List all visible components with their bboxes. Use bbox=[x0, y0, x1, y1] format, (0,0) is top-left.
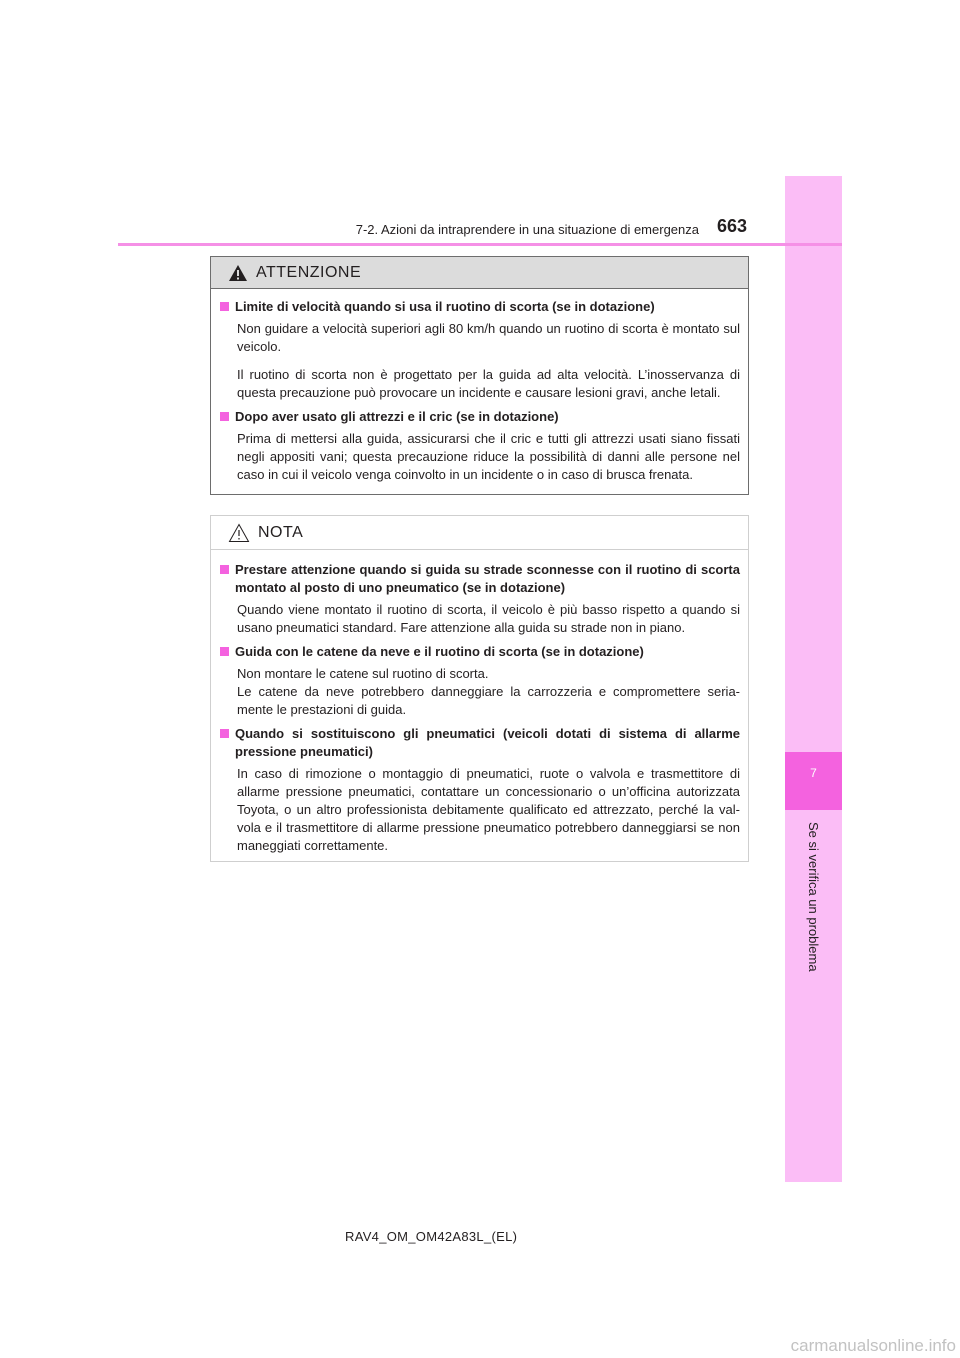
chapter-title: Se si verifica un problema bbox=[806, 822, 821, 972]
warning-box bbox=[210, 256, 749, 495]
note-box bbox=[210, 515, 749, 862]
chapter-tab-marker bbox=[785, 752, 842, 810]
note-item-title: Guida con le catene da neve e il ruotino di scorta (se in dotazione) bbox=[219, 643, 740, 661]
note-title: NOTA bbox=[258, 523, 304, 541]
note-paragraph: In caso di rimozione o montaggio di pneumatici, ruote o valvola e trasmettitore di allarme pressione pneumatici, contattare un concessionario o un’officina autorizzata Toyota, o un altro professionista debitamente qualificato ed attrezzato, perché la val-vola e il trasmettitore di allarme pressione pneumatico potrebbero danneggiarsi se non maneggiati correttamente. bbox=[237, 766, 740, 853]
warning-paragraph: Non guidare a velocità superiori agli 80 km/h quando un ruotino di scorta è montato sul veicolo. bbox=[237, 321, 740, 354]
watermark: carmanualsonline.info bbox=[790, 1336, 956, 1355]
chapter-number: 7 bbox=[810, 766, 817, 780]
header-rule bbox=[118, 243, 842, 246]
warning-title: ATTENZIONE bbox=[256, 263, 362, 281]
bullet-square-icon bbox=[220, 412, 229, 421]
note-header bbox=[211, 516, 748, 550]
chapter-title-vertical bbox=[785, 822, 842, 982]
section-title: 7-2. Azioni da intraprendere in una situazione di emergenza bbox=[355, 222, 699, 237]
note-item-title: Quando si sostituiscono gli pneumatici (veicoli dotati di sistema di allarme pressione pneumatici) bbox=[219, 725, 740, 761]
bullet-square-icon bbox=[220, 729, 229, 738]
note-paragraph: Quando viene montato il ruotino di scorta, il veicolo è più basso rispetto a quando si usano pneumatici standard. Fare attenzione alla guida su strade non in piano. bbox=[237, 602, 740, 635]
note-paragraph: Le catene da neve potrebbero danneggiare la carrozzeria e compromettere seria-mente le prestazioni di guida. bbox=[237, 684, 740, 717]
document-code: RAV4_OM_OM42A83L_(EL) bbox=[345, 1229, 518, 1244]
note-body bbox=[211, 550, 748, 855]
note-paragraph: Non montare le catene sul ruotino di scorta. bbox=[237, 666, 489, 681]
bullet-square-icon bbox=[220, 647, 229, 656]
note-item-title: Prestare attenzione quando si guida su strade sconnesse con il ruotino di scorta montato al posto di uno pneumatico (se in dotazione) bbox=[219, 561, 740, 597]
warning-body bbox=[211, 289, 748, 484]
page-number: 663 bbox=[717, 216, 748, 236]
warning-header bbox=[211, 257, 748, 289]
warning-paragraph: Prima di mettersi alla guida, assicurarsi che il cric e tutti gli attrezzi usati siano fissati negli appositi vani; questa precauzione riduce la possibilità di danni alle persone nel caso in cui il veicolo venga coinvolto in un incidente o in caso di brusca frenata. bbox=[237, 431, 740, 482]
warning-paragraph: Il ruotino di scorta non è progettato per la guida ad alta velocità. L’inosservanza di questa precauzione può provocare un incidente e causare lesioni gravi, anche letali. bbox=[237, 367, 740, 400]
warning-triangle-icon bbox=[228, 264, 248, 282]
warning-item-title: Limite di velocità quando si usa il ruotino di scorta (se in dotazione) bbox=[219, 298, 740, 316]
bullet-square-icon bbox=[220, 302, 229, 311]
caution-triangle-outline-icon bbox=[228, 523, 250, 543]
bullet-square-icon bbox=[220, 565, 229, 574]
chapter-side-tab bbox=[785, 176, 842, 1182]
warning-item-title: Dopo aver usato gli attrezzi e il cric (se in dotazione) bbox=[219, 408, 740, 426]
